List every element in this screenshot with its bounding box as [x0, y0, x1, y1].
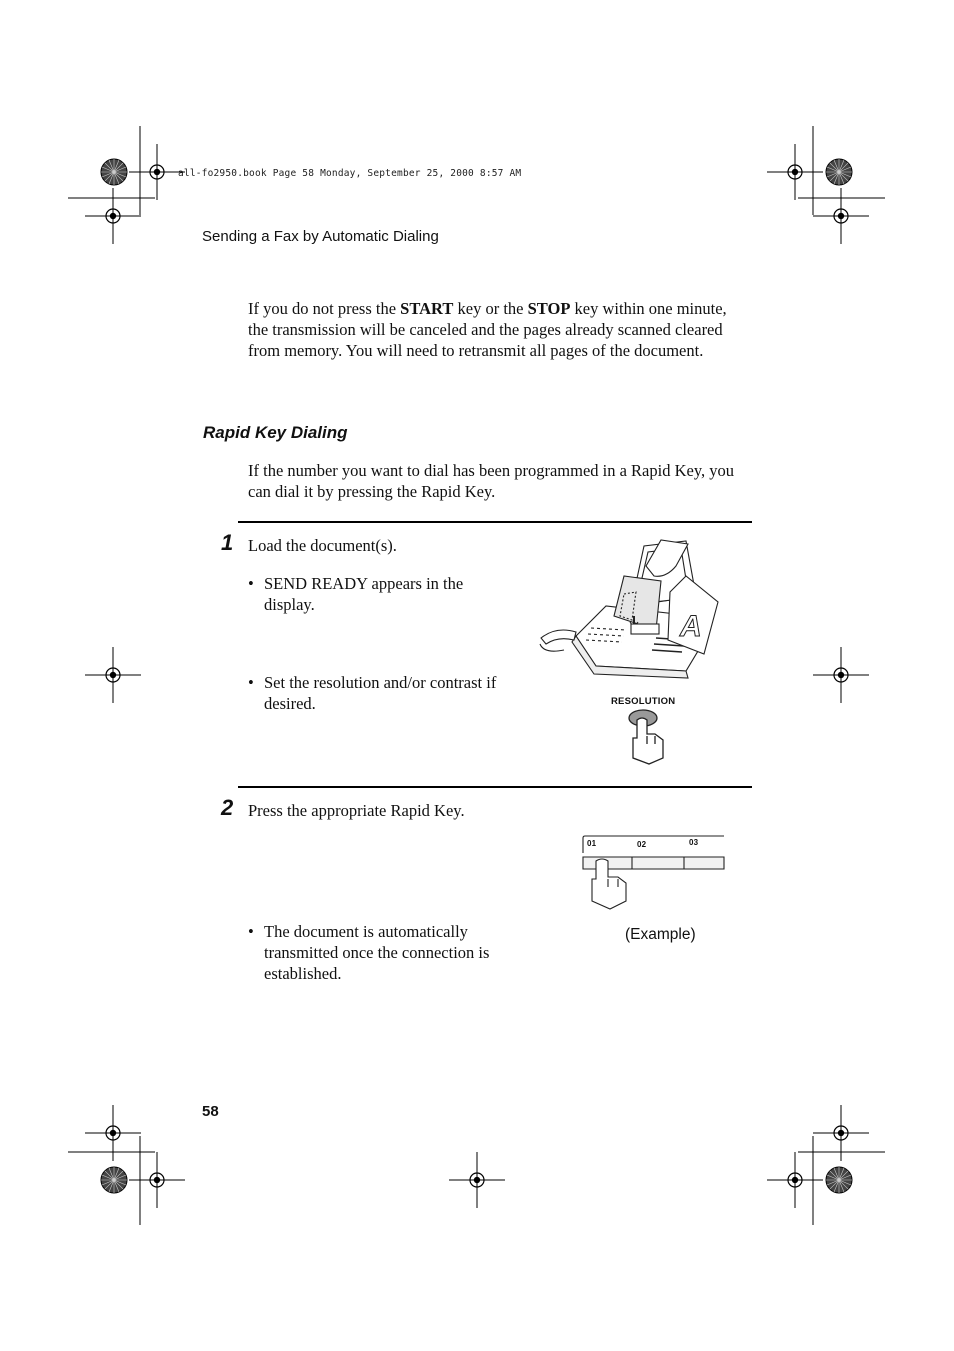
color-wheel-icon: [101, 159, 127, 185]
section-intro: If the number you want to dial has been programmed in a Rapid Key, you can dial it by pressing the Rapid Key.: [248, 461, 735, 501]
rapid-key-label-03: 03: [689, 838, 699, 847]
section-heading: Rapid Key Dialing: [203, 423, 348, 442]
registration-mark-icon: [767, 1152, 823, 1208]
registration-mark-icon: [449, 1152, 505, 1208]
fax-doc-letter: A: [680, 610, 702, 643]
intro-text-3: key within one minute, the transmission will be canceled and the pages already scanned cleared from memory. You will need to retransmit all pages of the document.: [248, 299, 727, 360]
step-1-number: 1: [221, 530, 234, 555]
page-number: 58: [202, 1103, 219, 1120]
registration-mark-icon: [813, 188, 869, 244]
step-1-text: Load the document(s).: [248, 536, 397, 555]
step-2-bullet-1: • The document is automatically transmitted once the connection is established.: [248, 921, 529, 984]
intro-text-2: key or the: [453, 299, 528, 318]
resolution-label: RESOLUTION: [611, 696, 676, 707]
step-1-bullet-1: • SEND READY appears in the display.: [248, 573, 509, 615]
registration-mark-icon: [129, 1152, 185, 1208]
rapid-key-label-01: 01: [587, 839, 597, 848]
registration-mark-icon: [85, 188, 141, 244]
step-2-text: Press the appropriate Rapid Key.: [248, 801, 465, 820]
step-2-number: 2: [221, 795, 234, 820]
registration-mark-icon: [85, 647, 141, 703]
registration-mark-icon: [813, 647, 869, 703]
registration-mark-icon: [129, 144, 185, 200]
registration-mark-icon: [767, 144, 823, 200]
running-head: Sending a Fax by Automatic Dialing: [202, 228, 439, 245]
step-1-bullet-2: • Set the resolution and/or contrast if desired.: [248, 672, 534, 714]
color-wheel-icon: [101, 1167, 127, 1193]
color-wheel-icon: [826, 159, 852, 185]
registration-mark-icon: [813, 1105, 869, 1161]
rapid-key-label-02: 02: [637, 840, 647, 849]
print-slug: all-fo2950.book Page 58 Monday, September 25, 2000 8:57 AM: [178, 168, 522, 179]
start-key-label: START: [400, 299, 454, 318]
registration-mark-icon: [85, 1105, 141, 1161]
example-caption: (Example): [625, 926, 696, 943]
stop-key-label: STOP: [527, 299, 571, 318]
color-wheel-icon: [826, 1167, 852, 1193]
intro-text-1: If you do not press the: [248, 299, 401, 318]
